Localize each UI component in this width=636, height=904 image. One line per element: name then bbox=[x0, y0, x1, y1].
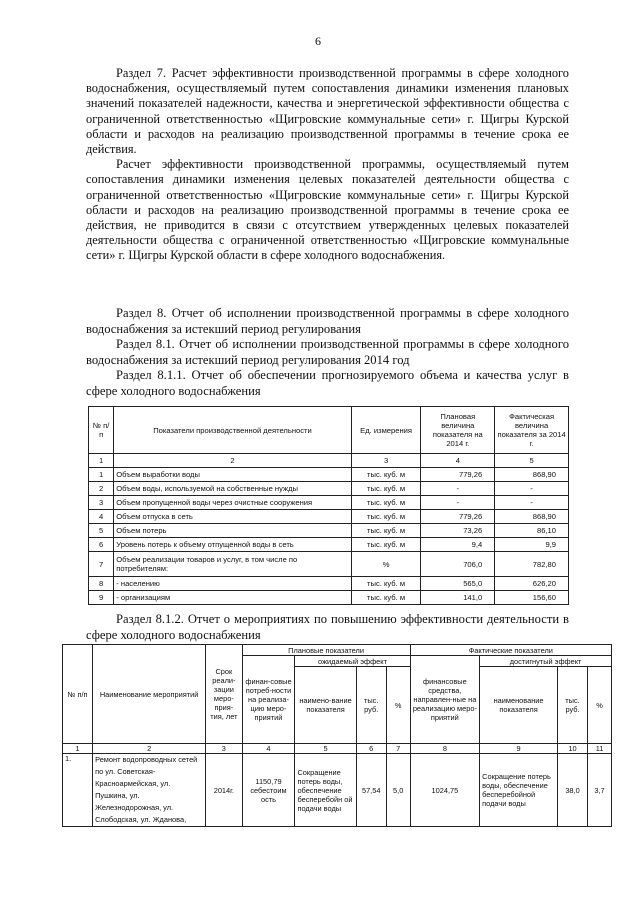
section-8-title: Раздел 8. Отчет об исполнении производственной программы в сфере холодного водоснабжения за истекший период регулирования bbox=[86, 306, 569, 336]
row-fact: 626,20 bbox=[495, 577, 569, 591]
row-fact-rub: 38,0 bbox=[557, 754, 587, 827]
numbering-cell: 2 bbox=[114, 454, 351, 468]
table-row bbox=[63, 754, 612, 827]
col-plan-header: Плановая величина показателя на 2014 г. bbox=[421, 407, 495, 454]
col-unit-header: Ед. измерения bbox=[351, 407, 421, 454]
volume-quality-table bbox=[88, 406, 569, 605]
col-num-header: № п/п bbox=[63, 645, 93, 744]
row-indicator: - организациям bbox=[114, 591, 351, 605]
row-unit: тыс. куб. м bbox=[351, 510, 421, 524]
row-plan: 141,0 bbox=[421, 591, 495, 605]
col-rub2-header: тыс. руб. bbox=[557, 667, 587, 744]
section-8-1-2-title: Раздел 8.1.2. Отчет о мероприятиях по повышению эффективности деятельности в сфере холодного водоснабжения bbox=[86, 612, 569, 642]
row-unit: тыс. куб. м bbox=[351, 468, 421, 482]
row-unit: тыс. куб. м bbox=[351, 482, 421, 496]
table-row bbox=[89, 482, 569, 496]
row-plan-effect: Сокращение потерь воды, обеспечение бесперебойн ой подачи воды bbox=[295, 754, 356, 827]
col-fin-plan-header: финан-совые потреб-ности на реализа-цию меро-приятий bbox=[242, 656, 295, 744]
row-unit: тыс. куб. м bbox=[351, 524, 421, 538]
row-term: 2014г. bbox=[206, 754, 242, 827]
numbering-cell: 10 bbox=[557, 744, 587, 754]
numbering-cell: 5 bbox=[295, 744, 356, 754]
table-row bbox=[89, 591, 569, 605]
row-fact-pct: 3,7 bbox=[588, 754, 612, 827]
row-num: 5 bbox=[89, 524, 114, 538]
row-unit: тыс. куб. м bbox=[351, 577, 421, 591]
col-pct2-header: % bbox=[588, 667, 612, 744]
numbering-cell: 4 bbox=[242, 744, 295, 754]
table-row bbox=[89, 496, 569, 510]
row-indicator: Объем выработки воды bbox=[114, 468, 351, 482]
row-unit: % bbox=[351, 552, 421, 577]
row-indicator: - населению bbox=[114, 577, 351, 591]
row-num: 2 bbox=[89, 482, 114, 496]
numbering-cell: 5 bbox=[495, 454, 569, 468]
section-7 bbox=[86, 66, 569, 264]
row-fact: - bbox=[495, 496, 569, 510]
table-header-row bbox=[89, 407, 569, 454]
row-indicator: Объем реализации товаров и услуг, в том числе по потребителям: bbox=[114, 552, 351, 577]
col-rub-header: тыс. руб. bbox=[356, 667, 386, 744]
row-fact: 9,9 bbox=[495, 538, 569, 552]
col-ind-name2-header: наименование показателя bbox=[480, 667, 558, 744]
row-plan: 779,26 bbox=[421, 468, 495, 482]
row-num: 1. bbox=[63, 754, 93, 827]
row-num: 3 bbox=[89, 496, 114, 510]
section-8-heading bbox=[86, 306, 569, 400]
fact-group-header: Фактические показатели bbox=[410, 645, 611, 656]
section-8-1-title: Раздел 8.1. Отчет об исполнении производственной программы в сфере холодного водоснабжения за истекший период регулирования 2014 год bbox=[86, 337, 569, 367]
table-numbering-row bbox=[89, 454, 569, 468]
table-row bbox=[89, 538, 569, 552]
numbering-cell: 2 bbox=[93, 744, 206, 754]
row-fact: 156,60 bbox=[495, 591, 569, 605]
row-plan: - bbox=[421, 496, 495, 510]
row-fin-fact: 1024,75 bbox=[410, 754, 480, 827]
row-plan: 73,26 bbox=[421, 524, 495, 538]
table-numbering-row bbox=[63, 744, 612, 754]
row-measure-name: Ремонт водопроводных сетей по ул. Советская-Красноармейская, ул. Пушкина, ул. Железнодорожная, ул. Слободская, ул. Жданова, bbox=[93, 754, 206, 827]
row-indicator: Уровень потерь к объему отпущенной воды в сеть bbox=[114, 538, 351, 552]
table-row bbox=[89, 552, 569, 577]
row-unit: тыс. куб. м bbox=[351, 591, 421, 605]
row-fact: 782,80 bbox=[495, 552, 569, 577]
achieved-effect-header: достигнутый эффект bbox=[480, 656, 612, 667]
row-indicator: Объем потерь bbox=[114, 524, 351, 538]
numbering-cell: 3 bbox=[206, 744, 242, 754]
row-plan: 706,0 bbox=[421, 552, 495, 577]
row-unit: тыс. куб. м bbox=[351, 496, 421, 510]
row-indicator: Объем воды, используемой на собственные нужды bbox=[114, 482, 351, 496]
table-header-row bbox=[63, 645, 612, 656]
row-fact: 868,90 bbox=[495, 468, 569, 482]
numbering-cell: 8 bbox=[410, 744, 480, 754]
col-fact-header: Фактическая величина показателя за 2014 г. bbox=[495, 407, 569, 454]
section-7-body: Расчет эффективности производственной программы, осуществляемый путем сопоставления динамики изменения целевых показателей деятельности общества с ограниченной ответственностью «Щигровские коммунальные сети» г. Щигры Курской области и расходов на реализацию производственной программы в течение срока ее действия, не приводится в связи с отсутствием утвержденных целевых показателей деятельности общества с ограниченной ответственностью «Щигровские коммунальные сети» г. Щигры Курской области в сфере холодного водоснабжения. bbox=[86, 157, 569, 263]
row-indicator: Объем пропущенной воды через очистные сооружения bbox=[114, 496, 351, 510]
expected-effect-header: ожидаемый эффект bbox=[295, 656, 410, 667]
numbering-cell: 6 bbox=[356, 744, 386, 754]
row-plan: 9,4 bbox=[421, 538, 495, 552]
numbering-cell: 3 bbox=[351, 454, 421, 468]
col-fin-fact-header: финансовые средства, направлен-ные на реализацию меро-приятий bbox=[410, 656, 480, 744]
col-ind-name-header: наимено-вание показателя bbox=[295, 667, 356, 744]
row-num: 6 bbox=[89, 538, 114, 552]
col-name-header: Наименование мероприятий bbox=[93, 645, 206, 744]
col-term-header: Срок реали-зации меро-прия-тия, лет bbox=[206, 645, 242, 744]
col-num-header: № п/п bbox=[89, 407, 114, 454]
table-row bbox=[89, 577, 569, 591]
row-indicator: Объем отпуска в сеть bbox=[114, 510, 351, 524]
table-row bbox=[89, 468, 569, 482]
numbering-cell: 7 bbox=[386, 744, 410, 754]
row-fact: - bbox=[495, 482, 569, 496]
row-plan-pct: 5,0 bbox=[386, 754, 410, 827]
numbering-cell: 9 bbox=[480, 744, 558, 754]
page-number: 6 bbox=[315, 34, 321, 48]
table-row bbox=[89, 524, 569, 538]
row-num: 7 bbox=[89, 552, 114, 577]
table-row bbox=[89, 510, 569, 524]
row-fin-plan: 1150,79 себестоим ость bbox=[242, 754, 295, 827]
numbering-cell: 1 bbox=[89, 454, 114, 468]
col-pct-header: % bbox=[386, 667, 410, 744]
row-fact: 868,90 bbox=[495, 510, 569, 524]
numbering-cell: 4 bbox=[421, 454, 495, 468]
measures-table bbox=[62, 644, 612, 827]
row-plan: - bbox=[421, 482, 495, 496]
row-plan-rub: 57,54 bbox=[356, 754, 386, 827]
row-num: 1 bbox=[89, 468, 114, 482]
row-fact-effect: Сокращение потерь воды, обеспечение бесперебойной подачи воды bbox=[480, 754, 558, 827]
row-fact: 86,10 bbox=[495, 524, 569, 538]
section-8-1-2-heading bbox=[86, 612, 569, 643]
section-7-title: Раздел 7. Расчет эффективности производственной программы в сфере холодного водоснабжения, осуществляемый путем сопоставления динамики изменения плановых значений показателей надежности, качества и энергетической эффективности общества с ограниченной ответственностью «Щигровские коммунальные сети» г. Щигры Курской области и расходов на реализацию производственной программы в течение срока ее действия. bbox=[86, 66, 569, 157]
section-8-1-1-title: Раздел 8.1.1. Отчет об обеспечении прогнозируемого объема и качества услуг в сфере холодного водоснабжения bbox=[86, 368, 569, 398]
row-num: 8 bbox=[89, 577, 114, 591]
row-unit: тыс. куб. м bbox=[351, 538, 421, 552]
numbering-cell: 11 bbox=[588, 744, 612, 754]
row-plan: 565,0 bbox=[421, 577, 495, 591]
row-num: 4 bbox=[89, 510, 114, 524]
row-plan: 779,26 bbox=[421, 510, 495, 524]
plan-group-header: Плановые показатели bbox=[242, 645, 410, 656]
row-num: 9 bbox=[89, 591, 114, 605]
numbering-cell: 1 bbox=[63, 744, 93, 754]
col-indicator-header: Показатели производственной деятельности bbox=[114, 407, 351, 454]
